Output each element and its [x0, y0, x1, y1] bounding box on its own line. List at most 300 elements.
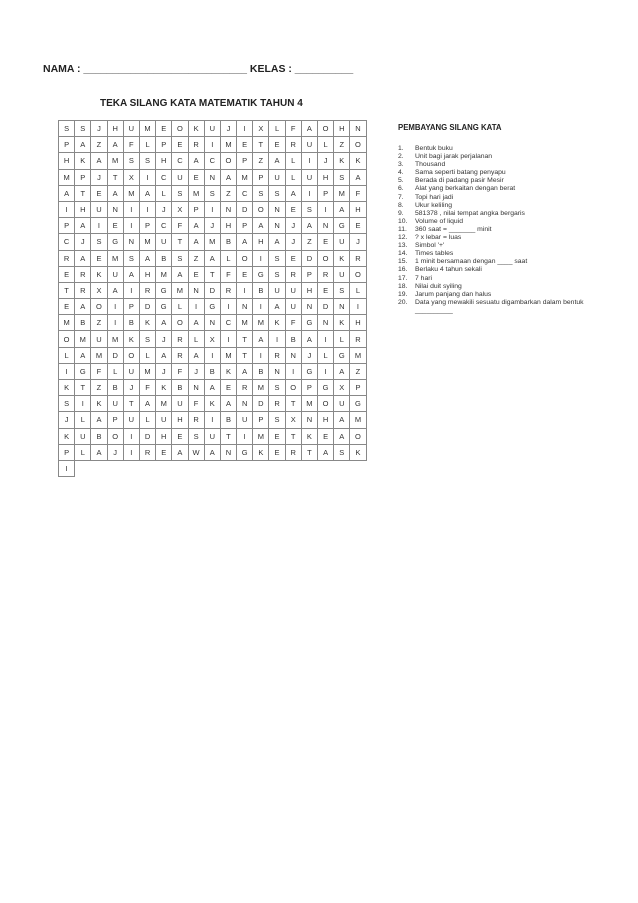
grid-cell: T: [124, 396, 140, 412]
grid-cell: Z: [91, 315, 107, 331]
clue-number: 16.: [398, 266, 408, 274]
grid-cell: A: [75, 299, 91, 315]
clue-item: [398, 218, 623, 226]
clue-number: 12.: [398, 234, 408, 242]
grid-cell: X: [205, 331, 221, 347]
grid-cell: N: [221, 445, 237, 461]
grid-cell: K: [91, 396, 107, 412]
grid-cell: S: [140, 331, 156, 347]
grid-cell: M: [221, 348, 237, 364]
grid-cell: O: [237, 251, 253, 267]
grid-cell: R: [172, 331, 188, 347]
grid-cell: T: [172, 234, 188, 250]
grid-cell: M: [189, 186, 205, 202]
grid-cell: D: [205, 283, 221, 299]
grid-cell: J: [286, 234, 302, 250]
clue-text: Sama seperti batang penyapu: [415, 169, 506, 177]
grid-cell: N: [124, 234, 140, 250]
grid-cell: P: [253, 170, 269, 186]
grid-cell: D: [302, 251, 318, 267]
grid-cell: A: [269, 299, 285, 315]
grid-cell: J: [318, 153, 334, 169]
clue-number: 8.: [398, 201, 404, 209]
grid-cell: A: [269, 153, 285, 169]
clue-number: 19.: [398, 290, 408, 298]
grid-cell: M: [156, 396, 172, 412]
grid-cell: R: [189, 137, 205, 153]
grid-cell: N: [269, 364, 285, 380]
grid-cell: U: [124, 412, 140, 428]
grid-cell: I: [253, 251, 269, 267]
grid-cell: I: [91, 218, 107, 234]
grid-cell: I: [205, 348, 221, 364]
grid-cell: F: [350, 186, 366, 202]
grid-cell: A: [253, 331, 269, 347]
grid-cell: B: [221, 412, 237, 428]
grid-cell: S: [334, 445, 350, 461]
clue-text: Simbol '+': [415, 242, 445, 250]
grid-cell: A: [91, 445, 107, 461]
clue-text: 360 saat = _______ minit: [415, 225, 492, 233]
grid-cell: O: [350, 137, 366, 153]
grid-cell: C: [205, 153, 221, 169]
grid-cell: K: [140, 315, 156, 331]
clue-item: [398, 153, 623, 161]
grid-cell: D: [318, 299, 334, 315]
grid-cell: E: [286, 251, 302, 267]
grid-cell: I: [302, 153, 318, 169]
grid-cell: A: [156, 348, 172, 364]
grid-cell: H: [221, 218, 237, 234]
grid-cell: Z: [350, 364, 366, 380]
grid-cell: M: [205, 234, 221, 250]
grid-cell: J: [205, 218, 221, 234]
grid-cell: M: [253, 380, 269, 396]
grid-cell: U: [91, 331, 107, 347]
grid-cell: U: [269, 170, 285, 186]
grid-cell: M: [59, 315, 75, 331]
grid-cell: T: [286, 429, 302, 445]
grid-cell: A: [108, 137, 124, 153]
grid-cell: I: [108, 299, 124, 315]
grid-cell: A: [269, 234, 285, 250]
clue-item: [398, 177, 623, 185]
grid-cell: S: [172, 186, 188, 202]
grid-cell: K: [189, 121, 205, 137]
grid-cell: T: [237, 331, 253, 347]
grid-cell: K: [75, 153, 91, 169]
grid-cell: I: [253, 299, 269, 315]
grid-cell: L: [350, 283, 366, 299]
grid-cell: R: [221, 283, 237, 299]
clue-text: Jarum panjang dan halus: [415, 290, 492, 298]
grid-cell: A: [172, 445, 188, 461]
grid-cell: J: [108, 445, 124, 461]
grid-cell: R: [140, 445, 156, 461]
grid-cell: G: [108, 234, 124, 250]
clue-text: 581378 , nilai tempat angka bergaris: [415, 209, 525, 217]
grid-cell: P: [253, 412, 269, 428]
grid-cell: U: [75, 429, 91, 445]
grid-cell: M: [237, 315, 253, 331]
grid-cell: A: [108, 283, 124, 299]
clue-number: 3.: [398, 161, 404, 169]
grid-cell: L: [269, 121, 285, 137]
grid-cell: A: [205, 445, 221, 461]
grid-cell: A: [75, 137, 91, 153]
grid-cell: I: [221, 331, 237, 347]
grid-cell: N: [237, 396, 253, 412]
grid-cell: E: [108, 218, 124, 234]
grid-cell: E: [318, 234, 334, 250]
grid-cell: I: [124, 445, 140, 461]
grid-cell: R: [286, 137, 302, 153]
grid-cell: I: [189, 299, 205, 315]
grid-cell: F: [286, 121, 302, 137]
grid-cell: X: [124, 170, 140, 186]
grid-cell: L: [108, 364, 124, 380]
grid-cell: M: [140, 234, 156, 250]
grid-cell: P: [59, 137, 75, 153]
grid-cell: P: [302, 380, 318, 396]
grid-cell: R: [59, 251, 75, 267]
grid-cell: U: [302, 137, 318, 153]
grid-cell: C: [156, 170, 172, 186]
clue-item: [398, 299, 623, 315]
grid-cell: A: [108, 186, 124, 202]
grid-cell: G: [253, 267, 269, 283]
grid-cell: I: [124, 429, 140, 445]
grid-cell: L: [318, 137, 334, 153]
grid-cell: L: [221, 251, 237, 267]
grid-cell: S: [91, 234, 107, 250]
grid-cell: M: [172, 283, 188, 299]
clue-item: [398, 242, 623, 250]
grid-cell: N: [318, 218, 334, 234]
grid-cell: P: [140, 218, 156, 234]
grid-cell: F: [286, 315, 302, 331]
grid-cell: U: [108, 267, 124, 283]
grid-cell: S: [172, 251, 188, 267]
grid-cell: X: [334, 380, 350, 396]
clue-number: 2.: [398, 153, 404, 161]
grid-cell: J: [156, 364, 172, 380]
grid-cell: G: [302, 315, 318, 331]
grid-cell: T: [302, 445, 318, 461]
grid-cell: O: [350, 267, 366, 283]
grid-cell: X: [91, 283, 107, 299]
grid-cell: F: [189, 396, 205, 412]
grid-cell: J: [156, 331, 172, 347]
grid-cell: H: [334, 121, 350, 137]
grid-cell: L: [286, 153, 302, 169]
clue-number: 4.: [398, 169, 404, 177]
grid-cell: I: [124, 283, 140, 299]
clue-number: 5.: [398, 177, 404, 185]
grid-cell: A: [334, 412, 350, 428]
grid-cell: E: [156, 121, 172, 137]
grid-cell: Z: [91, 380, 107, 396]
grid-cell: P: [318, 186, 334, 202]
grid-cell: B: [253, 283, 269, 299]
grid-cell: H: [253, 234, 269, 250]
grid-cell: S: [59, 396, 75, 412]
grid-cell: I: [140, 202, 156, 218]
grid-cell: R: [75, 283, 91, 299]
grid-cell: P: [237, 153, 253, 169]
clue-number: 14.: [398, 250, 408, 258]
grid-cell: A: [172, 267, 188, 283]
clue-number: 6.: [398, 185, 404, 193]
grid-cell: E: [318, 429, 334, 445]
grid-cell: E: [318, 283, 334, 299]
grid-cell: I: [59, 461, 75, 477]
grid-cell: M: [156, 267, 172, 283]
grid-cell: O: [286, 380, 302, 396]
clue-number: 11.: [398, 225, 407, 233]
grid-cell: I: [59, 364, 75, 380]
grid-cell: B: [253, 364, 269, 380]
grid-cell: G: [156, 299, 172, 315]
grid-cell: L: [140, 348, 156, 364]
grid-cell: L: [59, 348, 75, 364]
grid-cell: S: [334, 283, 350, 299]
grid-cell: A: [189, 153, 205, 169]
grid-cell: S: [334, 170, 350, 186]
grid-cell: L: [140, 137, 156, 153]
grid-cell: T: [253, 137, 269, 153]
grid-cell: X: [253, 121, 269, 137]
grid-cell: R: [140, 283, 156, 299]
grid-cell: J: [156, 202, 172, 218]
grid-cell: E: [91, 251, 107, 267]
clue-text: Berada di padang pasir Mesir: [415, 177, 504, 185]
grid-cell: N: [205, 170, 221, 186]
grid-cell: Z: [302, 234, 318, 250]
grid-cell: J: [189, 364, 205, 380]
grid-cell: L: [156, 186, 172, 202]
grid-cell: F: [221, 267, 237, 283]
grid-cell: O: [318, 121, 334, 137]
clue-text: Thousand: [415, 161, 446, 169]
grid-cell: B: [221, 234, 237, 250]
grid-cell: E: [237, 267, 253, 283]
grid-cell: I: [205, 202, 221, 218]
clue-number: 20.: [398, 298, 408, 306]
clue-number: 7.: [398, 193, 404, 201]
grid-cell: D: [108, 348, 124, 364]
grid-cell: L: [75, 445, 91, 461]
clue-number: 10.: [398, 217, 408, 225]
clues-heading: PEMBAYANG SILANG KATA: [398, 123, 502, 132]
grid-cell: A: [75, 251, 91, 267]
clue-text: Volume of liquid: [415, 217, 463, 225]
grid-cell: R: [286, 267, 302, 283]
grid-cell: G: [75, 364, 91, 380]
grid-cell: M: [91, 348, 107, 364]
grid-cell: N: [189, 380, 205, 396]
grid-cell: A: [189, 234, 205, 250]
grid-cell: N: [108, 202, 124, 218]
grid-cell: A: [124, 267, 140, 283]
grid-cell: H: [59, 153, 75, 169]
grid-cell: I: [269, 331, 285, 347]
grid-cell: N: [237, 299, 253, 315]
grid-cell: C: [156, 218, 172, 234]
clue-item: [398, 161, 623, 169]
grid-cell: A: [75, 218, 91, 234]
grid-cell: E: [269, 429, 285, 445]
grid-cell: R: [350, 251, 366, 267]
grid-cell: U: [124, 364, 140, 380]
grid-cell: U: [286, 283, 302, 299]
grid-cell: I: [237, 121, 253, 137]
grid-cell: I: [75, 396, 91, 412]
clue-text: ? x lebar = luas: [415, 234, 462, 242]
clue-item: [398, 234, 623, 242]
grid-cell: A: [75, 348, 91, 364]
clue-item: [398, 291, 623, 299]
grid-cell: H: [140, 267, 156, 283]
grid-cell: N: [205, 315, 221, 331]
grid-cell: M: [140, 121, 156, 137]
clue-text: 7 hari: [415, 274, 433, 282]
grid-cell: F: [172, 364, 188, 380]
grid-cell: A: [350, 170, 366, 186]
grid-cell: A: [302, 218, 318, 234]
grid-cell: J: [221, 121, 237, 137]
grid-cell: P: [189, 202, 205, 218]
grid-cell: P: [75, 170, 91, 186]
grid-cell: W: [189, 445, 205, 461]
grid-cell: H: [156, 153, 172, 169]
grid-cell: M: [108, 331, 124, 347]
grid-cell: S: [189, 429, 205, 445]
grid-cell: P: [237, 218, 253, 234]
grid-cell: K: [205, 396, 221, 412]
grid-cell: H: [350, 202, 366, 218]
grid-cell: A: [91, 412, 107, 428]
grid-cell: O: [318, 251, 334, 267]
grid-cell: T: [108, 170, 124, 186]
grid-cell: J: [302, 348, 318, 364]
grid-cell: H: [302, 283, 318, 299]
clue-number: 9.: [398, 209, 404, 217]
clues-panel: [398, 123, 623, 315]
grid-cell: F: [172, 218, 188, 234]
grid-cell: L: [189, 331, 205, 347]
grid-cell: H: [75, 202, 91, 218]
grid-cell: G: [205, 299, 221, 315]
grid-cell: S: [269, 267, 285, 283]
grid-cell: S: [269, 412, 285, 428]
clue-text: Alat yang berkaitan dengan berat: [415, 185, 516, 193]
grid-cell: E: [156, 445, 172, 461]
grid-cell: I: [205, 412, 221, 428]
clue-item: [398, 226, 623, 234]
grid-cell: E: [286, 202, 302, 218]
grid-cell: G: [334, 348, 350, 364]
clue-item: [398, 283, 623, 291]
grid-cell: M: [140, 364, 156, 380]
grid-cell: R: [172, 348, 188, 364]
grid-cell: B: [108, 380, 124, 396]
clue-number: 13.: [398, 242, 408, 250]
grid-cell: A: [253, 218, 269, 234]
grid-cell: B: [156, 251, 172, 267]
clue-text: Berlaku 4 tahun sekali: [415, 266, 482, 274]
grid-cell: L: [140, 412, 156, 428]
grid-cell: I: [318, 331, 334, 347]
grid-cell: N: [302, 299, 318, 315]
grid-cell: B: [172, 380, 188, 396]
grid-cell: S: [140, 153, 156, 169]
grid-cell: G: [334, 218, 350, 234]
grid-cell: M: [350, 412, 366, 428]
grid-cell: H: [108, 121, 124, 137]
grid-cell: M: [237, 170, 253, 186]
grid-cell: I: [59, 202, 75, 218]
grid-cell: S: [253, 186, 269, 202]
grid-cell: M: [350, 348, 366, 364]
grid-cell: I: [318, 202, 334, 218]
grid-cell: T: [286, 396, 302, 412]
grid-cell: U: [334, 267, 350, 283]
clue-text: Topi hari jadi: [415, 193, 454, 201]
grid-cell: O: [253, 202, 269, 218]
grid-cell: J: [286, 218, 302, 234]
grid-cell: G: [156, 283, 172, 299]
grid-cell: O: [108, 429, 124, 445]
grid-cell: N: [221, 202, 237, 218]
clue-item: [398, 202, 623, 210]
grid-cell: L: [172, 299, 188, 315]
grid-cell: K: [350, 153, 366, 169]
grid-cell: T: [75, 186, 91, 202]
grid-cell: B: [75, 315, 91, 331]
grid-cell: R: [350, 331, 366, 347]
clue-item: [398, 258, 623, 266]
grid-cell: A: [189, 348, 205, 364]
grid-cell: N: [350, 121, 366, 137]
grid-cell: A: [189, 315, 205, 331]
grid-cell: A: [189, 218, 205, 234]
grid-cell: A: [237, 364, 253, 380]
grid-cell: L: [318, 348, 334, 364]
grid-cell: G: [318, 380, 334, 396]
grid-cell: O: [172, 315, 188, 331]
grid-cell: F: [140, 380, 156, 396]
grid-cell: D: [253, 396, 269, 412]
grid-cell: A: [334, 364, 350, 380]
grid-cell: K: [334, 251, 350, 267]
grid-cell: I: [302, 186, 318, 202]
grid-cell: L: [75, 412, 91, 428]
grid-cell: T: [75, 380, 91, 396]
grid-cell: O: [172, 121, 188, 137]
grid-cell: I: [237, 429, 253, 445]
name-class-line: NAMA : ____________________________ KELAS : __________: [43, 63, 354, 75]
grid-cell: B: [286, 331, 302, 347]
grid-cell: P: [302, 267, 318, 283]
grid-cell: A: [302, 331, 318, 347]
grid-cell: C: [59, 234, 75, 250]
grid-cell: Z: [221, 186, 237, 202]
grid-cell: S: [59, 121, 75, 137]
grid-cell: K: [59, 380, 75, 396]
grid-cell: I: [253, 348, 269, 364]
clue-text: Nilai duit syiling: [415, 282, 462, 290]
